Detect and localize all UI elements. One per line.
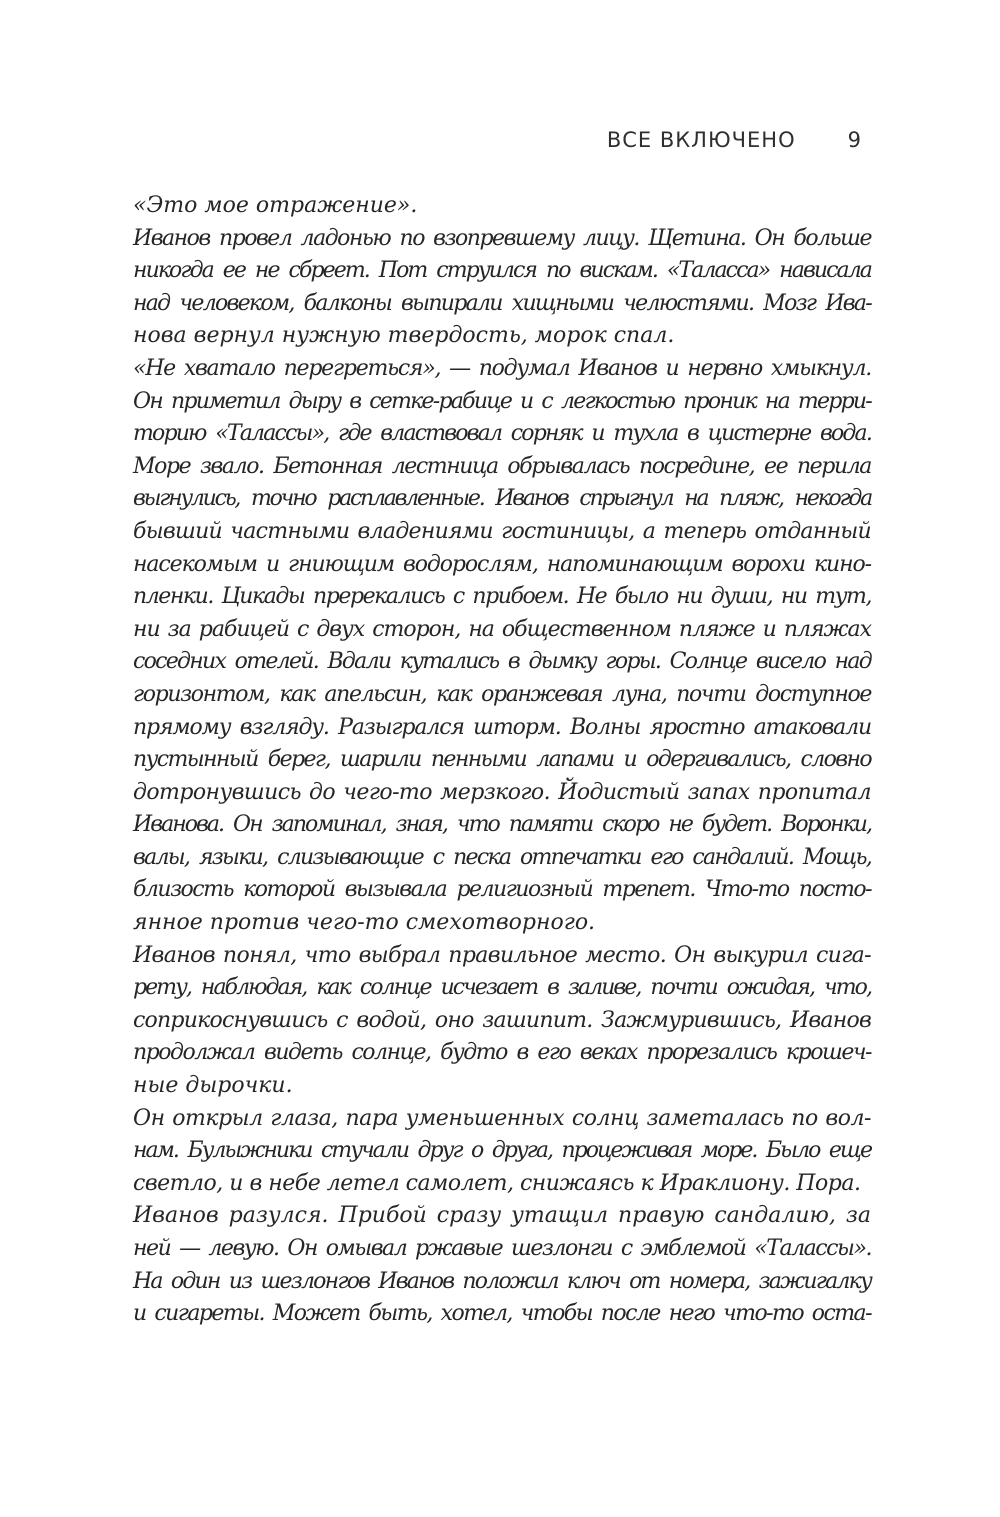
running-head (607, 128, 862, 152)
text-line: никогда ее не сбреет. Пот струился по вискам. «Таласса» нависала (133, 258, 871, 284)
paragraph (133, 1200, 871, 1330)
text-line: соседних отелей. Вдали кутались в дымку горы. Солнце висело над (133, 649, 871, 675)
text-line: Иванов понял, что выбрал правильное место. Он выкурил сига- (133, 942, 871, 968)
text-line: На один из шезлонгов Иванов положил ключ от номера, зажигалку (133, 1268, 871, 1294)
text-line: пленки. Цикады пререкались с прибоем. Не было ни души, ни тут, (133, 584, 871, 610)
text-line: «Это мое отражение». (133, 193, 418, 218)
text-line: Он приметил дыру в сетке-рабице и с легкостью проник на терри- (133, 388, 871, 414)
text-line: бывший частными владениями гостиницы, а теперь отданный (133, 518, 871, 544)
text-line: ные дырочки. (133, 1073, 293, 1099)
text-line: продолжал видеть солнце, будто в его веках прорезались крошеч- (133, 1040, 871, 1066)
text-line: близость которой вызывала религиозный трепет. Что-то посто- (133, 877, 871, 903)
text-line: валы, языки, слизывающие с песка отпечатки его сандалий. Мощь, (133, 844, 871, 870)
paragraph (133, 223, 871, 353)
text-line: Море звало. Бетонная лестница обрывалась посредине, ее перила (133, 453, 871, 479)
paragraph (133, 1103, 871, 1201)
text-line: Он открыл глаза, пара уменьшенных солнц заметалась по вол- (133, 1105, 871, 1131)
paragraph (133, 353, 871, 940)
text-line: Иванова. Он запоминал, зная, что памяти скоро не будет. Воронки, (133, 812, 871, 838)
text-line: нова вернул нужную твердость, морок спал. (133, 323, 675, 349)
running-head-title: ВСЕ ВКЛЮЧЕНО (606, 128, 796, 152)
paragraph (133, 190, 871, 223)
text-line: ней — левую. Он омывал ржавые шезлонги с эмблемой «Талассы». (133, 1236, 871, 1261)
text-line: Иванов разулся. Прибой сразу утащил правую сандалию, за (133, 1203, 871, 1229)
text-line: соприкоснувшись с водой, оно зашипит. Зажмурившись, Иванов (133, 1007, 871, 1033)
text-line: дотронувшись до чего-то мерзкого. Йодистый запах пропитал (133, 779, 871, 805)
text-line: над человеком, балконы выпирали хищными челюстями. Мозг Ива- (133, 290, 871, 316)
text-line: ни за рабицей с двух сторон, на общественном пляже и пляжах (133, 616, 871, 642)
body-text (133, 190, 871, 1331)
page-number: 9 (847, 128, 862, 152)
text-line: горизонтом, как апельсин, как оранжевая луна, почти доступное (133, 681, 871, 707)
text-line: выгнулись, точно расплавленные. Иванов спрыгнул на пляж, некогда (133, 486, 871, 512)
text-line: прямому взгляду. Разыгрался шторм. Волны яростно атаковали (133, 714, 871, 740)
text-line: светло, и в небе летел самолет, снижаясь к Ираклиону. Пора. (133, 1170, 861, 1196)
paragraph (133, 940, 871, 1103)
text-line: и сигареты. Может быть, хотел, чтобы после него что-то оста- (133, 1301, 871, 1327)
text-line: пустынный берег, шарили пенными лапами и одергивались, словно (133, 747, 871, 773)
text-line: «Не хватало перегреться», — подумал Иванов и нервно хмыкнул. (133, 355, 871, 381)
text-line: нам. Булыжники стучали друг о друга, процеживая море. Было еще (133, 1138, 871, 1164)
text-line: торию «Талассы», где властвовал сорняк и тухла в цистерне вода. (133, 421, 871, 447)
text-line: янное против чего-то смехотворного. (133, 910, 596, 936)
text-line: насекомым и гниющим водорослям, напоминающим ворохи кино- (133, 551, 871, 577)
text-line: Иванов провел ладонью по взопревшему лицу. Щетина. Он больше (133, 225, 871, 251)
text-line: рету, наблюдая, как солнце исчезает в заливе, почти ожидая, что, (133, 975, 871, 1001)
